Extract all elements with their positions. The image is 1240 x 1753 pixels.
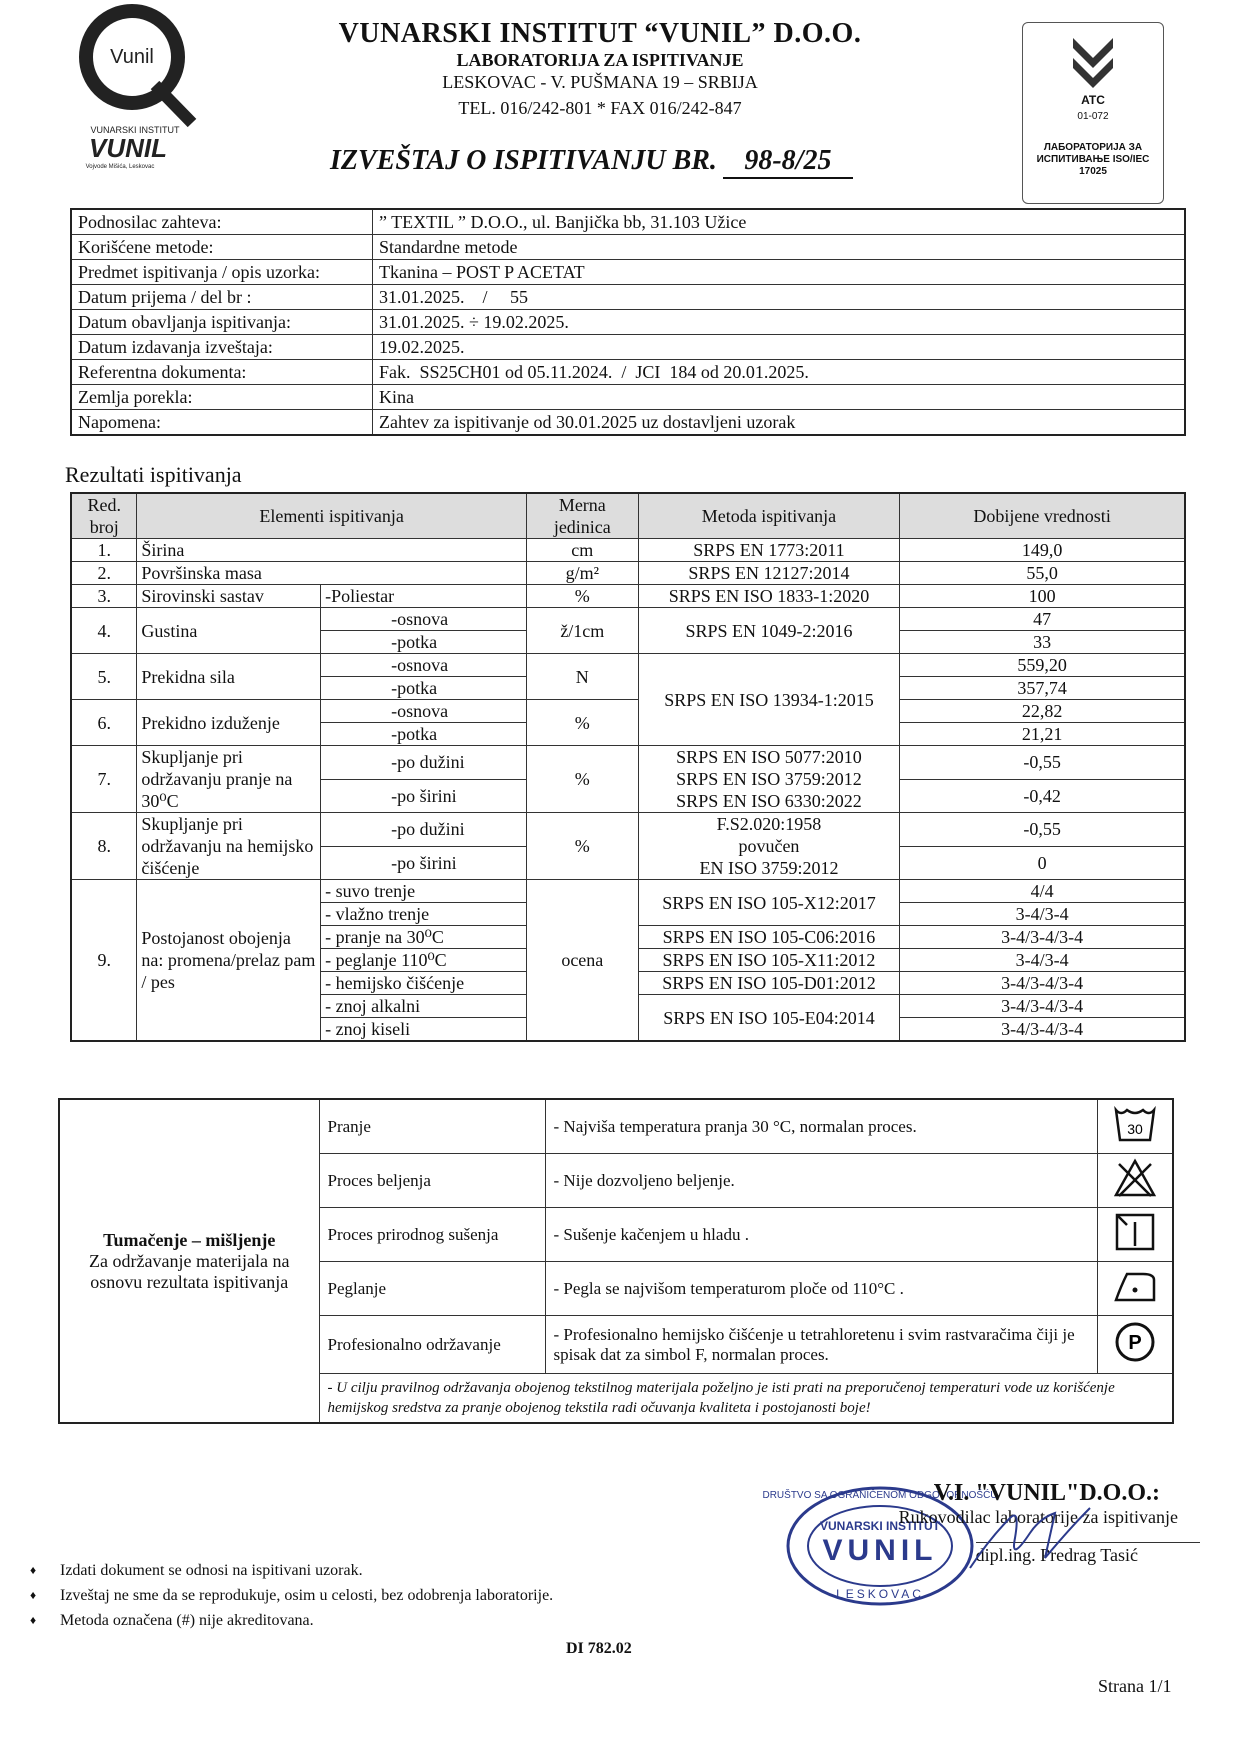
care-row: Tumačenje – mišljenje Za održavanje materijala na osnovu rezultata ispitivanja Pranje - Najviša temperatura pranja 30 °C, normalan proces. 30 [59, 1099, 1173, 1154]
atc-mark-icon [1068, 33, 1118, 93]
info-row: Korišćene metode: Standardne metode [71, 235, 1185, 260]
lab-name: LABORATORIJA ZA ISPITIVANJE [456, 50, 744, 70]
table-row: -po širini -0,42 [71, 779, 1185, 813]
info-row: Podnosilac zahteva: ” TEXTIL ” D.O.O., ul. Banjička bb, 31.103 Užice [71, 209, 1185, 235]
opinion-title: Tumačenje – mišljenje [103, 1229, 276, 1250]
svg-text:VUNARSKI INSTITUT: VUNARSKI INSTITUT [90, 125, 180, 135]
handwritten-signature [960, 1498, 1100, 1578]
table-row: 2. Površinska masa g/m² SRPS EN 12127:2014 55,0 [71, 562, 1185, 585]
svg-text:P: P [1128, 1332, 1142, 1354]
col-element: Elementi ispitivanja [137, 493, 526, 539]
footer-note: ♦ Izdati dokument se odnosi na ispitivani uzorak. [30, 1558, 553, 1583]
vunil-logo [60, 5, 210, 170]
wash-30-icon [1098, 1099, 1174, 1154]
results-heading: Rezultati ispitivanja [65, 462, 242, 487]
table-row: 8. Skupljanje pri održavanju na hemijsko čišćenje -po dužini % F.S2.020:1958 povučen EN ISO 3759:2012 -0,55 [71, 813, 1185, 847]
table-row: 6. Prekidno izduženje -osnova % 22,82 [71, 700, 1185, 723]
address: LESKOVAC - V. PUŠMANA 19 – SRBIJA [442, 72, 758, 92]
signature-company: V.I. "VUNIL"D.O.O.: [933, 1480, 1160, 1506]
svg-text:VUNARSKI INSTITUT: VUNARSKI INSTITUT [820, 1519, 940, 1533]
table-row: - znoj alkalni SRPS EN ISO 105-E04:2014 3-4/3-4/3-4 [71, 995, 1185, 1018]
footer-note: ♦ Izveštaj ne sme da se reprodukuje, osim u celosti, bez odobrenja laboratorije. [30, 1583, 553, 1608]
info-row: Datum izdavanja izveštaja: 19.02.2025. [71, 335, 1185, 360]
table-row: - vlažno trenje 3-4/3-4 [71, 903, 1185, 926]
footer-notes [30, 1558, 553, 1633]
opinion-text: Za održavanje materijala na osnovu rezultata ispitivanja [89, 1250, 290, 1292]
table-row: 5. Prekidna sila -osnova N SRPS EN ISO 13934-1:2015 559,20 [71, 654, 1185, 677]
atc-accreditation-badge: ATC 01-072 ЛАБОРАТОРИЈА ЗА ИСПИТИВАЊЕ ISO/IEC 17025 [1022, 22, 1164, 204]
table-row: 3. Sirovinski sastav -Poliestar % SRPS EN ISO 1833-1:2020 100 [71, 585, 1185, 608]
results-header-row [71, 493, 1185, 539]
care-instructions-table [58, 1098, 1174, 1424]
table-row: -potka 357,74 [71, 677, 1185, 700]
no-bleach-icon [1098, 1154, 1174, 1208]
svg-text:Vunil: Vunil [110, 46, 154, 68]
table-row: 7. Skupljanje pri održavanju pranje na 30⁰C -po dužini % SRPS EN ISO 5077:2010 SRPS EN ISO 3759:2012 SRPS EN ISO 6330:2022 -0,55 [71, 746, 1185, 780]
table-row: -potka 21,21 [71, 723, 1185, 746]
request-info-table [70, 208, 1186, 436]
care-row: Peglanje - Pegla se najvišom temperaturom ploče od 110°C . [59, 1262, 1173, 1316]
care-row: Proces beljenja - Nije dozvoljeno beljenje. [59, 1154, 1173, 1208]
care-row: Profesionalno održavanje - Profesionalno hemijsko čišćenje u tetrahloretenu i svim rastvaračima čiji je spisak dat za simbol F, normalan proces. P [59, 1316, 1173, 1374]
table-row: 1. Širina cm SRPS EN 1773:2011 149,0 [71, 539, 1185, 562]
report-title: IZVEŠTAJ O ISPITIVANJU BR. 98-8/25 [330, 145, 853, 179]
institute-name: VUNARSKI INSTITUT “VUNIL” D.O.O. [338, 18, 862, 49]
page-number: Strana 1/1 [1098, 1676, 1172, 1696]
care-note: - U cilju pravilnog održavanja obojenog tekstilnog materijala poželjno je isti prati na preporučenoj temperaturi vode uz korišćenje hemijskog sredstva za pranje obojenog tekstila radi očuvanja kvaliteta i postojanosti boje! [319, 1374, 1173, 1424]
table-row: - hemijsko čišćenje SRPS EN ISO 105-D01:2012 3-4/3-4/3-4 [71, 972, 1185, 995]
professional-clean-p-icon [1098, 1316, 1174, 1374]
col-method: Metoda ispitivanja [638, 493, 899, 539]
svg-text:30: 30 [1127, 1121, 1143, 1137]
signature-block [810, 1480, 1200, 1566]
info-row: Datum prijema / del br : 31.01.2025. / 55 [71, 285, 1185, 310]
col-unit: Merna jedinica [526, 493, 638, 539]
info-row: Napomena: Zahtev za ispitivanje od 30.01.2025 uz dostavljeni uzorak [71, 410, 1185, 436]
info-row: Referentna dokumenta: Fak. SS25CH01 od 05.11.2024. / JCI 184 od 20.01.2025. [71, 360, 1185, 385]
table-row: 9. Postojanost obojenja na: promena/prelaz pam / pes - suvo trenje ocena SRPS EN ISO 105-X12:2017 4/4 [71, 880, 1185, 903]
phone-fax: TEL. 016/242-801 * FAX 016/242-847 [458, 98, 742, 118]
info-row: Predmet ispitivanja / opis uzorka: Tkanina – POST P ACETAT [71, 260, 1185, 285]
line-dry-shade-icon [1098, 1208, 1174, 1262]
svg-text:VUNIL: VUNIL [822, 1534, 938, 1567]
col-value: Dobijene vrednosti [900, 493, 1185, 539]
table-row: -potka 33 [71, 631, 1185, 654]
svg-text:LESKOVAC: LESKOVAC [836, 1587, 924, 1601]
report-number: 98-8/25 [723, 145, 853, 179]
info-row: Datum obavljanja ispitivanja: 31.01.2025. ÷ 19.02.2025. [71, 310, 1185, 335]
table-row: 4. Gustina -osnova ž/1cm SRPS EN 1049-2:2016 47 [71, 608, 1185, 631]
iron-low-icon [1098, 1262, 1174, 1316]
table-row: - pranje na 30⁰C SRPS EN ISO 105-C06:2016 3-4/3-4/3-4 [71, 926, 1185, 949]
table-row: -po širini 0 [71, 846, 1185, 880]
results-table [70, 492, 1186, 1042]
table-row: - znoj kiseli 3-4/3-4/3-4 [71, 1018, 1185, 1042]
document-code: DI 782.02 [566, 1640, 632, 1657]
care-row: Proces prirodnog sušenja - Sušenje kačenjem u hladu . [59, 1208, 1173, 1262]
svg-text:VUNIL: VUNIL [89, 133, 167, 163]
footer-note: ♦ Metoda označena (#) nije akreditovana. [30, 1608, 553, 1633]
table-row: - peglanje 110⁰C SRPS EN ISO 105-X11:2012 3-4/3-4 [71, 949, 1185, 972]
signature-role: Rukovodilac laboratorije za ispitivanje [898, 1507, 1178, 1527]
svg-text:DRUŠTVO SA OGRANIČENOM ODGOVOR: DRUŠTVO SA OGRANIČENOM ODGOVORNOŠĆU [762, 1490, 998, 1501]
signature-name: dipl.ing. Predrag Tasić [976, 1542, 1200, 1566]
svg-text:Vojvode Mišića, Leskovac: Vojvode Mišića, Leskovac [85, 164, 155, 170]
col-no: Red. broj [71, 493, 137, 539]
info-row: Zemlja porekla: Kina [71, 385, 1185, 410]
